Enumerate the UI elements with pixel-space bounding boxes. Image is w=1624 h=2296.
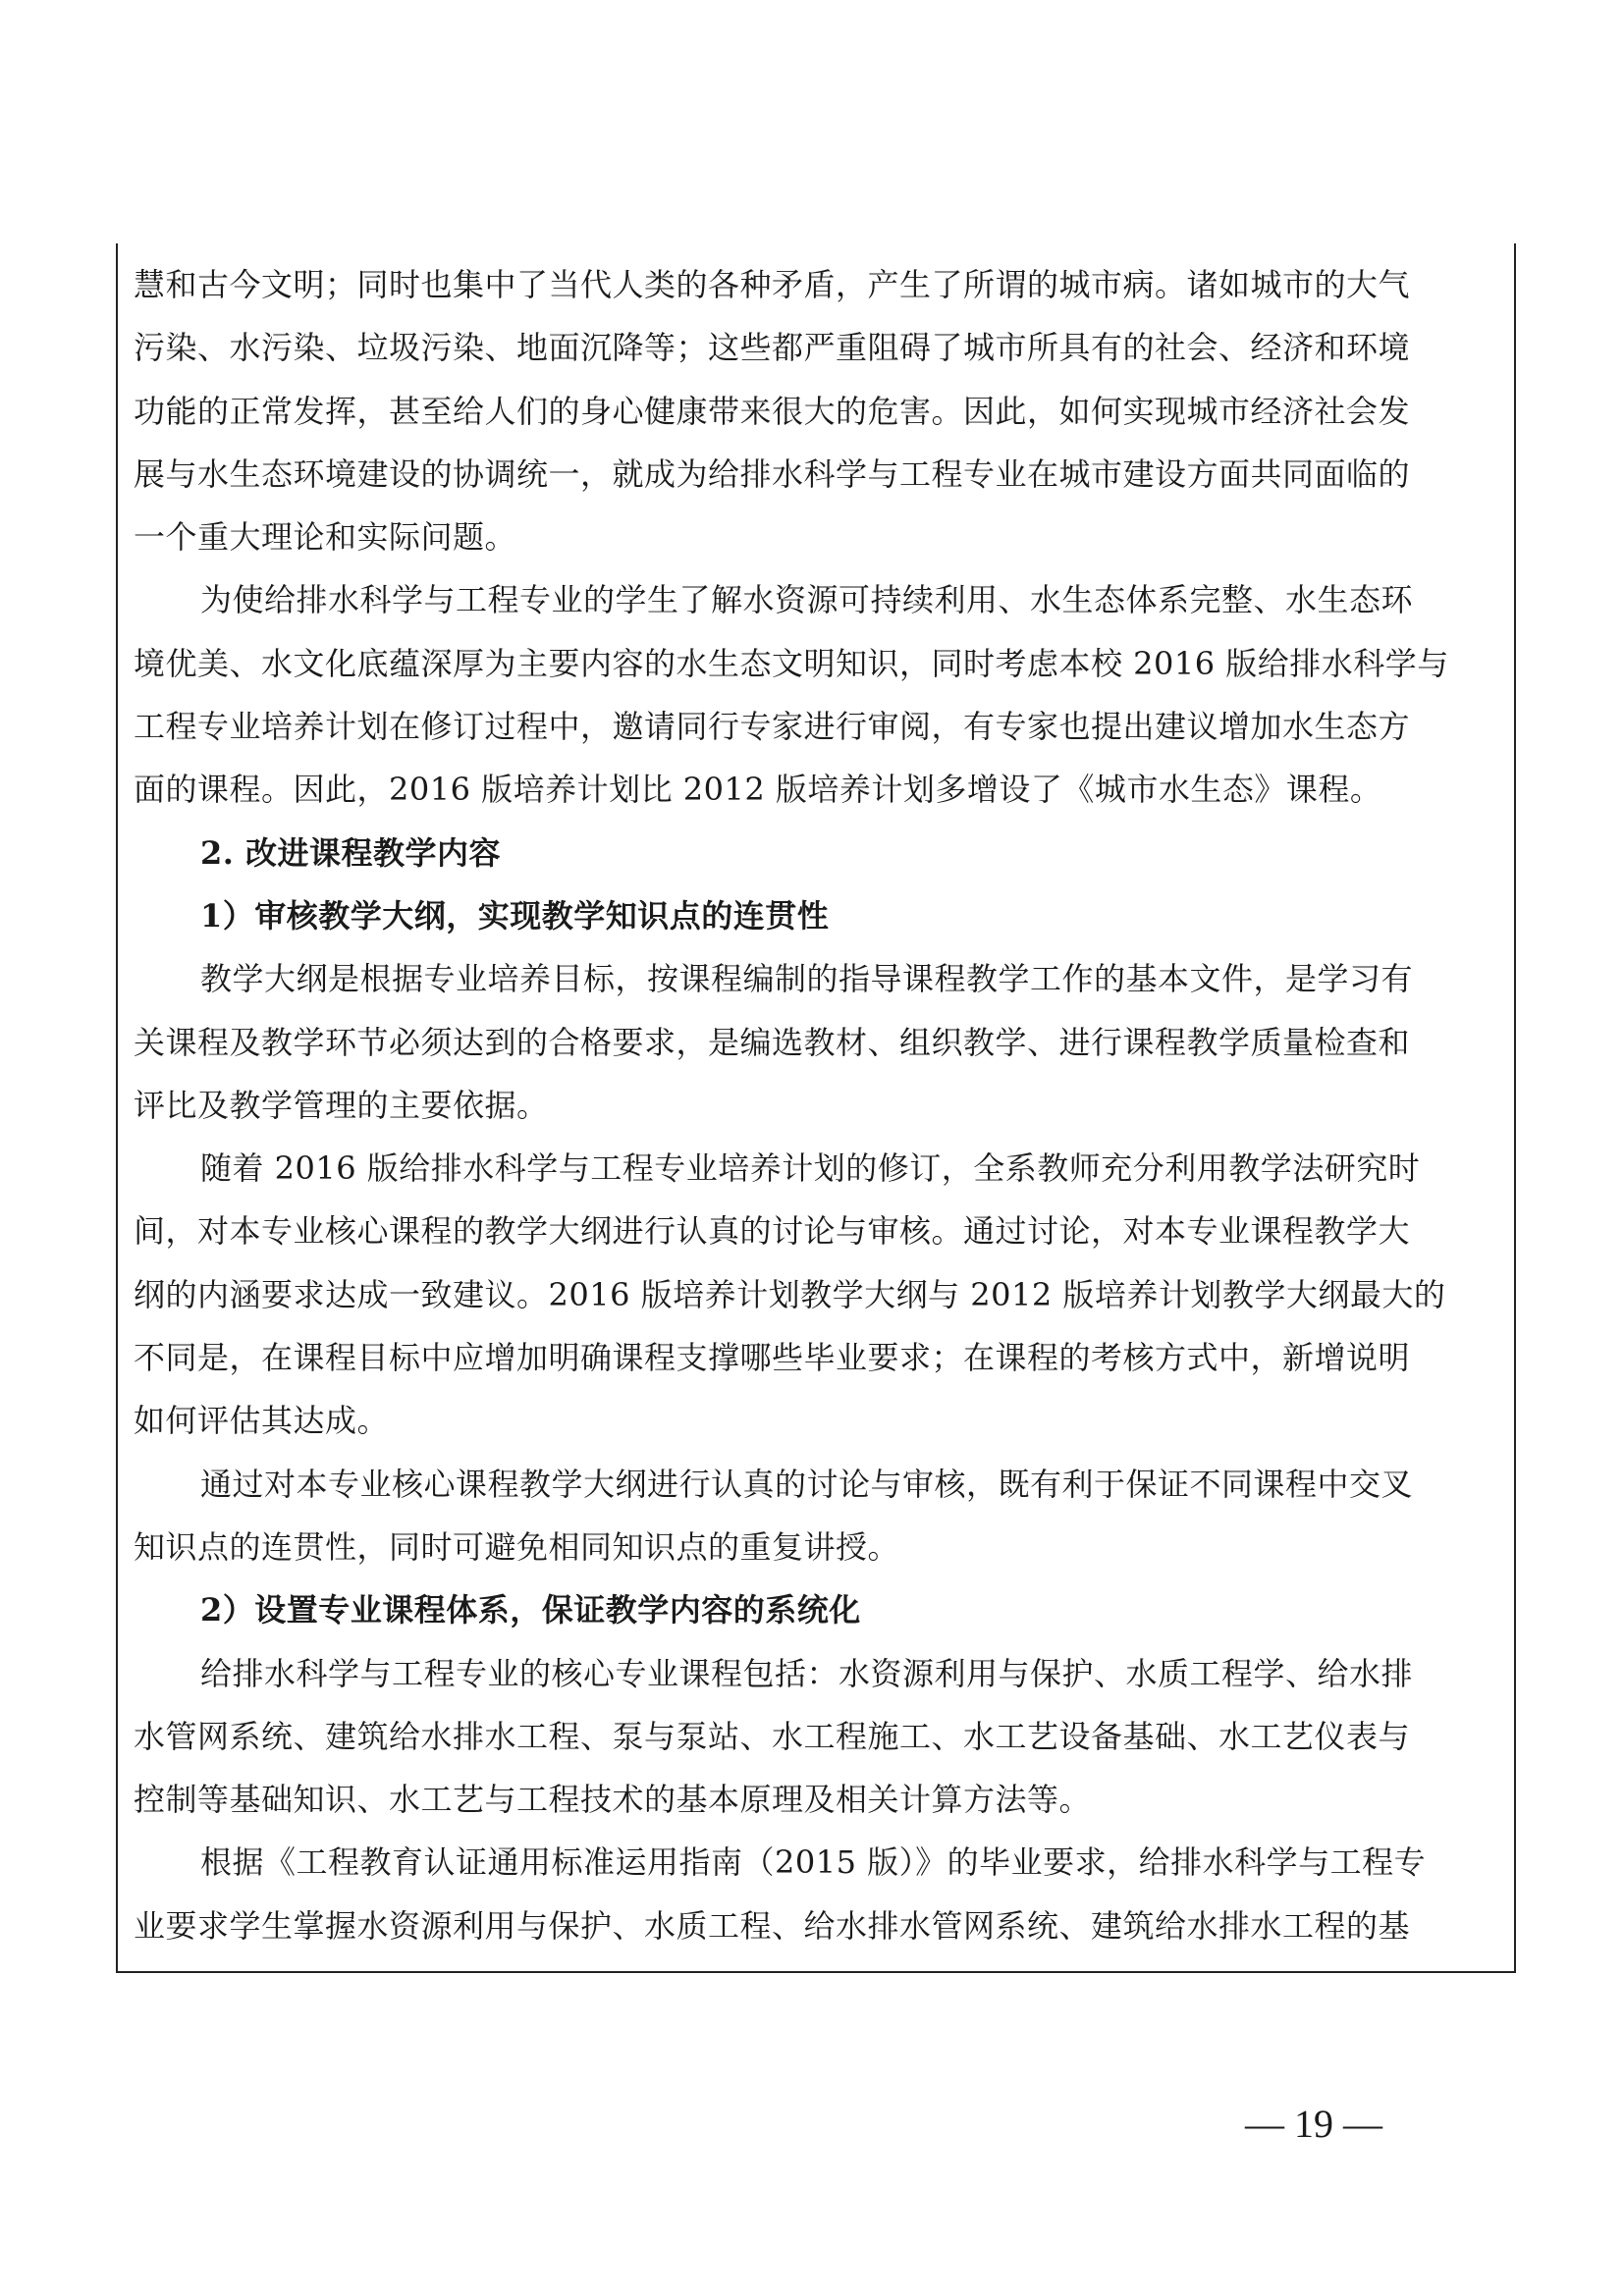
subsection-heading: 2）设置专业课程体系，保证教学内容的系统化: [200, 1591, 861, 1629]
text-line: 水管网系统、建筑给水排水工程、泵与泵站、水工程施工、水工艺设备基础、水工艺仪表与: [134, 1717, 1411, 1755]
paragraph-start-line: 根据《工程教育认证通用标准运用指南（2015 版）》的毕业要求，给排水科学与工程专: [200, 1843, 1427, 1882]
text-line: 纲的内涵要求达成一致建议。2016 版培养计划教学大纲与 2012 版培养计划教学大纲最大的: [134, 1275, 1446, 1313]
page-number: — 19 —: [1245, 2102, 1382, 2146]
text-line: 间，对本专业核心课程的教学大纲进行认真的讨论与审核。通过讨论，对本专业课程教学大: [134, 1212, 1411, 1251]
paragraph-start-line: 为使给排水科学与工程专业的学生了解水资源可持续利用、水生态体系完整、水生态环: [200, 581, 1414, 619]
text-line: 一个重大理论和实际问题。: [134, 518, 517, 557]
paragraph-start-line: 教学大纲是根据专业培养目标，按课程编制的指导课程教学工作的基本文件，是学习有: [200, 960, 1414, 998]
text-line: 功能的正常发挥，甚至给人们的身心健康带来很大的危害。因此，如何实现城市经济社会发: [134, 392, 1411, 430]
text-line: 慧和古今文明；同时也集中了当代人类的各种矛盾，产生了所谓的城市病。诸如城市的大气: [134, 266, 1411, 303]
text-line: 关课程及教学环节必须达到的合格要求，是编选教材、组织教学、进行课程教学质量检查和: [134, 1023, 1411, 1061]
text-line: 工程专业培养计划在修订过程中，邀请同行专家进行审阅，有专家也提出建议增加水生态方: [134, 708, 1411, 746]
paragraph-start-line: 给排水科学与工程专业的核心专业课程包括：水资源利用与保护、水质工程学、给水排: [200, 1654, 1414, 1692]
text-line: 如何评估其达成。: [134, 1402, 390, 1440]
text-line: 控制等基础知识、水工艺与工程技术的基本原理及相关计算方法等。: [134, 1781, 1092, 1819]
document-body: [134, 253, 1500, 1957]
text-line: 污染、水污染、垃圾污染、地面沉降等；这些都严重阻碍了城市所具有的社会、经济和环境: [134, 329, 1411, 367]
text-line: 不同是，在课程目标中应增加明确课程支撑哪些毕业要求；在课程的考核方式中，新增说明: [134, 1339, 1411, 1377]
paragraph-start-line: 随着 2016 版给排水科学与工程专业培养计划的修订，全系教师充分利用教学法研究时: [200, 1149, 1421, 1188]
paragraph-start-line: 通过对本专业核心课程教学大纲进行认真的讨论与审核，既有利于保证不同课程中交叉: [200, 1465, 1414, 1503]
text-line: 境优美、水文化底蕴深厚为主要内容的水生态文明知识，同时考虑本校 2016 版给排水科学与: [134, 644, 1449, 682]
text-line: 面的课程。因此，2016 版培养计划比 2012 版培养计划多增设了《城市水生态》课程。: [134, 771, 1382, 809]
text-line: 评比及教学管理的主要依据。: [134, 1086, 549, 1124]
text-line: 展与水生态环境建设的协调统一，就成为给排水科学与工程专业在城市建设方面共同面临的: [134, 454, 1411, 493]
text-line: 知识点的连贯性，同时可避免相同知识点的重复讲授。: [134, 1527, 900, 1566]
subsection-heading: 1）审核教学大纲，实现教学知识点的连贯性: [200, 896, 830, 934]
section-heading: 2. 改进课程教学内容: [200, 833, 502, 872]
text-line: 业要求学生掌握水资源利用与保护、水质工程、给水排水管网系统、建筑给水排水工程的基: [134, 1906, 1411, 1945]
